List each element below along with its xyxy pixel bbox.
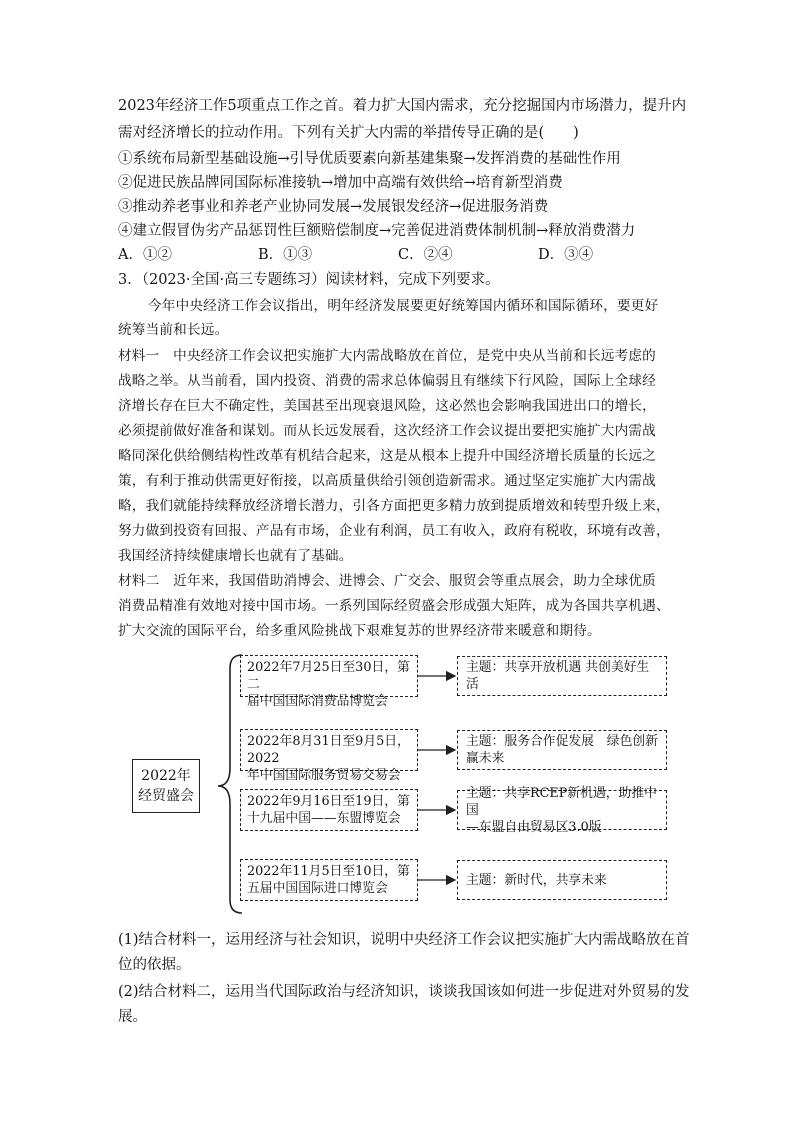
theme-2-line-1: 主题：服务合作促发展 绿色创新 — [466, 734, 658, 749]
material1-line-3: 济增长存在巨大不确定性，美国甚至出现衰退风险，这必然也会影响我国进出口的增长， — [118, 398, 656, 414]
event-2-line-1: 2022年8月31日至9月5日，2022 — [247, 734, 410, 766]
q2-intro-line-1: 2023年经济工作5项重点工作之首。着力扩大国内需求，充分挖掘国内市场潜力，提升内 — [118, 98, 687, 114]
q2-item-4: ④建立假冒伪劣产品惩罚性巨额赔偿制度→完善促进消费体制机制→释放消费潜力 — [118, 223, 636, 239]
option-b[interactable]: B．①③ — [258, 247, 313, 263]
theme-2-line-2: 赢未来 — [466, 751, 505, 766]
curly-brace — [218, 655, 242, 913]
event-box-2 — [240, 729, 418, 783]
event-box-1 — [240, 655, 418, 709]
center-label-2: 经贸盛会 — [138, 788, 194, 804]
q3-lead-line-1: 今年中央经济工作会议指出，明年经济发展要更好统筹国内循环和国际循环，要更好 — [148, 298, 659, 314]
theme-4-line-1: 主题：新时代，共享未来 — [466, 872, 607, 888]
event-3-line-2: 十九届中国——东盟博览会 — [247, 811, 401, 826]
option-d[interactable]: D．③④ — [538, 247, 594, 263]
theme-box-3 — [457, 785, 667, 835]
event-2-line-2: 年中国国际服务贸易交易会 — [247, 768, 401, 783]
q3-header: 3．（2023·全国·高三专题练习）阅读材料，完成下列要求。 — [118, 272, 500, 288]
sub2-line-1: (2)结合材料二，运用当代国际政治与经济知识，谈谈我国该如何进一步促进对外贸易的发 — [118, 984, 690, 1000]
material1-line-2: 战略之举。从当前看，国内投资、消费的需求总体偏弱且有继续下行风险，国际上全球经 — [118, 373, 656, 389]
theme-box-4 — [457, 860, 667, 900]
event-box-4 — [240, 859, 418, 901]
option-c[interactable]: C．②④ — [398, 247, 453, 263]
sub1-line-2: 位的依据。 — [118, 957, 191, 973]
material1-line-8: 努力做到投资有回报、产品有市场，企业有利润，员工有收入，政府有税收，环境有改善， — [118, 523, 670, 539]
theme-1-line-1: 主题：共享开放机遇 共创美好生活 — [466, 660, 650, 692]
event-3-line-1: 2022年9月16日至19日，第 — [247, 794, 410, 809]
material1-line-4: 必须提前做好准备和谋划。而从长远发展看，这次经济工作会议提出要把实施扩大内需战 — [118, 423, 656, 439]
event-1-line-1: 2022年7月25日至30日，第二 — [247, 660, 410, 692]
theme-box-2 — [457, 730, 667, 770]
material2-line-3: 扩大交流的国际平台，给多重风险挑战下艰难复苏的世界经济带来暖意和期待。 — [118, 623, 601, 639]
sub1-line-1: (1)结合材料一，运用经济与社会知识，说明中央经济工作会议把实施扩大内需战略放在首 — [118, 932, 690, 948]
option-a[interactable]: A．①② — [118, 247, 172, 263]
diagram-center-box — [132, 759, 200, 813]
material2-line-2: 消费品精准有效地对接中国市场。一系列国际经贸盛会形成强大矩阵，成为各国共享机遇、 — [118, 598, 670, 614]
event-1-line-2: 届中国国际消费品博览会 — [247, 694, 388, 709]
event-4-line-2: 五届中国国际进口博览会 — [247, 881, 388, 896]
sub2-line-2: 展。 — [118, 1009, 147, 1025]
material2-line-1: 材料二 近年来，我国借助消博会、进博会、广交会、服贸会等重点展会，助力全球优质 — [118, 573, 656, 589]
theme-3-line-2: —东盟自由贸易区3.0版 — [466, 819, 602, 835]
material1-line-9: 我国经济持续健康增长也就有了基础。 — [118, 548, 353, 564]
event-box-3 — [240, 789, 418, 831]
q3-lead-line-2: 统筹当前和长远。 — [118, 322, 229, 338]
q2-item-2: ②促进民族品牌同国际标准接轨→增加中高端有效供给→培育新型消费 — [118, 175, 563, 191]
q2-item-1: ①系统布局新型基础设施→引导优质要素向新基建集聚→发挥消费的基础性作用 — [118, 151, 621, 167]
center-label-1: 2022年 — [141, 768, 191, 784]
material1-line-7: 略，我们就能持续释放经济增长潜力，引各方面把更多精力放到提质增效和转型升级上来， — [118, 498, 670, 514]
q2-item-3: ③推动养老事业和养老产业协同发展→发展银发经济→促进服务消费 — [118, 199, 549, 215]
material1-line-1: 材料一 中央经济工作会议把实施扩大内需战略放在首位，是党中央从当前和长远考虑的 — [118, 348, 656, 364]
event-4-line-1: 2022年11月5日至10日，第 — [247, 864, 410, 879]
q2-intro-line-2: 需对经济增长的拉动作用。下列有关扩大内需的举措传导正确的是( ) — [118, 125, 579, 141]
material1-line-6: 策，有利于推动供需更好衔接，以高质量供给引领创造新需求。通过坚定实施扩大内需战 — [118, 473, 656, 489]
theme-3-line-1: 主题：共享RCEP新机遇，助推中国 — [466, 785, 657, 818]
material1-line-5: 略同深化供给侧结构性改革有机结合起来，这是从根本上提升中国经济增长质量的长远之 — [118, 448, 656, 464]
theme-box-1 — [457, 656, 667, 696]
